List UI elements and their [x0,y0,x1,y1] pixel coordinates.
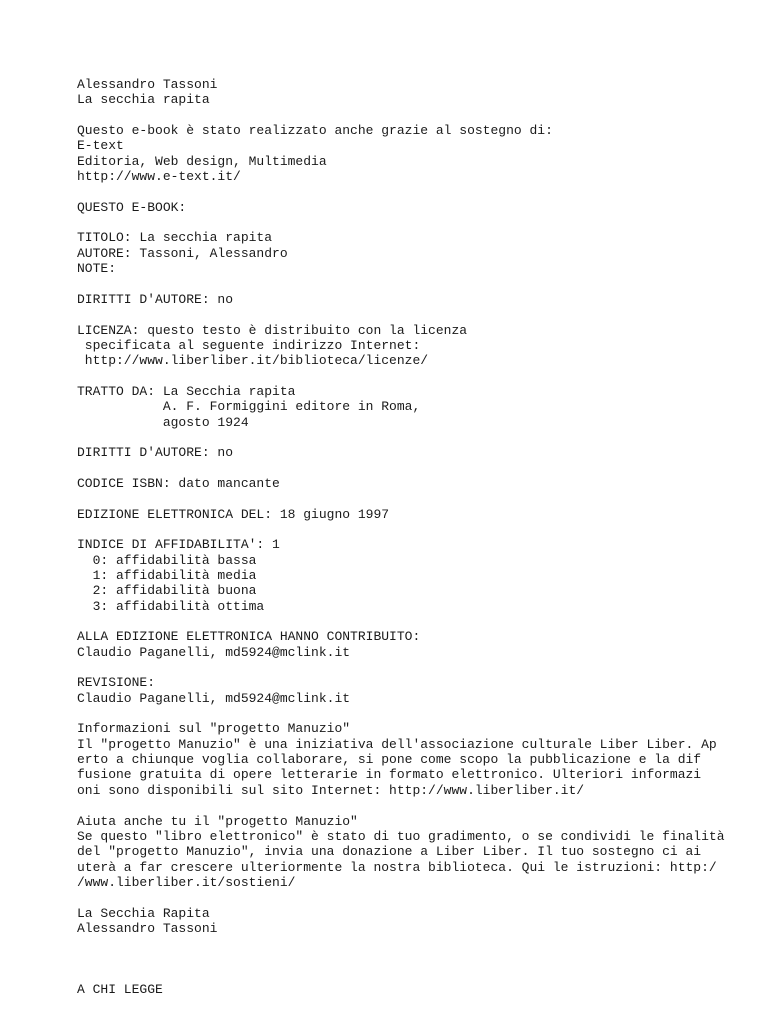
text-line: A CHI LEGGE [77,982,163,998]
text-line: Informazioni sul "progetto Manuzio" [77,721,351,737]
text-line: LICENZA: questo testo è distribuito con la licenza [77,322,468,338]
blank-line [77,952,747,967]
text-line: TRATTO DA: La Secchia rapita [77,383,296,399]
text-line: TITOLO: La secchia rapita [77,230,273,246]
text-line: INDICE DI AFFIDABILITA': 1 [77,537,280,553]
text-line: specificata al seguente indirizzo Internet: [77,337,421,353]
text-line: Questo e-book è stato realizzato anche grazie al sostegno di: [77,123,553,139]
text-line: http://www.e-text.it/ [77,169,241,185]
blank-line [77,936,747,951]
blank-line [77,798,747,813]
text-line: Alessandro Tassoni [77,77,218,92]
blank-line [77,307,747,322]
text-line: Claudio Paganelli, md5924@mclink.it [77,690,351,706]
text-line: agosto 1924 [77,414,249,430]
text-line: Aiuta anche tu il "progetto Manuzio" [77,813,358,829]
blank-line [77,614,747,629]
blank-line [77,108,747,123]
blank-line [77,430,747,445]
text-line: erto a chiunque voglia collaborare, si pone come scopo la pubblicazione e la dif [77,752,702,768]
text-line: La secchia rapita [77,92,210,108]
text-line: 2: affidabilità buona [77,583,257,599]
blank-line [77,369,747,384]
text-line: 0: affidabilità bassa [77,552,257,568]
text-line: NOTE: [77,261,117,277]
blank-line [77,276,747,291]
text-line: /www.liberliber.it/sostieni/ [77,874,296,890]
blank-line [77,491,747,506]
text-line: Editoria, Web design, Multimedia [77,153,327,169]
text-line: fusione gratuita di opere letterarie in formato elettronico. Ulteriori informazi [77,767,702,783]
blank-line [77,215,747,230]
text-line: Alessandro Tassoni [77,920,218,936]
text-line: La Secchia Rapita [77,905,210,921]
blank-line [77,461,747,476]
blank-line [77,660,747,675]
text-line: ALLA EDIZIONE ELETTRONICA HANNO CONTRIBUITO: [77,629,421,645]
text-line: AUTORE: Tassoni, Alessandro [77,245,288,261]
text-line: REVISIONE: [77,675,156,691]
text-line: 3: affidabilità ottima [77,598,265,614]
text-line: E-text [77,138,124,154]
text-line: uterà a far crescere ulteriormente la nostra biblioteca. Qui le istruzioni: http:/ [77,859,717,875]
text-line: 1: affidabilità media [77,568,257,583]
text-line: DIRITTI D'AUTORE: no [77,291,234,307]
text-line: QUESTO E-BOOK: [77,199,187,215]
blank-line [77,967,747,982]
text-line: oni sono disponibili sul sito Internet: http://www.liberliber.it/ [77,782,585,798]
text-line: Claudio Paganelli, md5924@mclink.it [77,644,351,660]
text-line: http://www.liberliber.it/biblioteca/licenze/ [77,353,429,369]
text-line: CODICE ISBN: dato mancante [77,475,280,491]
blank-line [77,890,747,905]
text-line: EDIZIONE ELETTRONICA DEL: 18 giugno 1997 [77,506,390,522]
blank-line [77,184,747,199]
blank-line [77,706,747,721]
document-page [77,77,747,998]
text-line: Se questo "libro elettronico" è stato di tuo gradimento, o se condividi le finalità [77,828,725,844]
blank-line [77,522,747,537]
text-line: A. F. Formiggini editore in Roma, [77,399,421,415]
text-line: Il "progetto Manuzio" è una iniziativa dell'associazione culturale Liber Liber. Ap [77,736,717,752]
text-line: del "progetto Manuzio", invia una donazione a Liber Liber. Il tuo sostegno ci ai [77,844,702,860]
text-line: DIRITTI D'AUTORE: no [77,445,234,461]
